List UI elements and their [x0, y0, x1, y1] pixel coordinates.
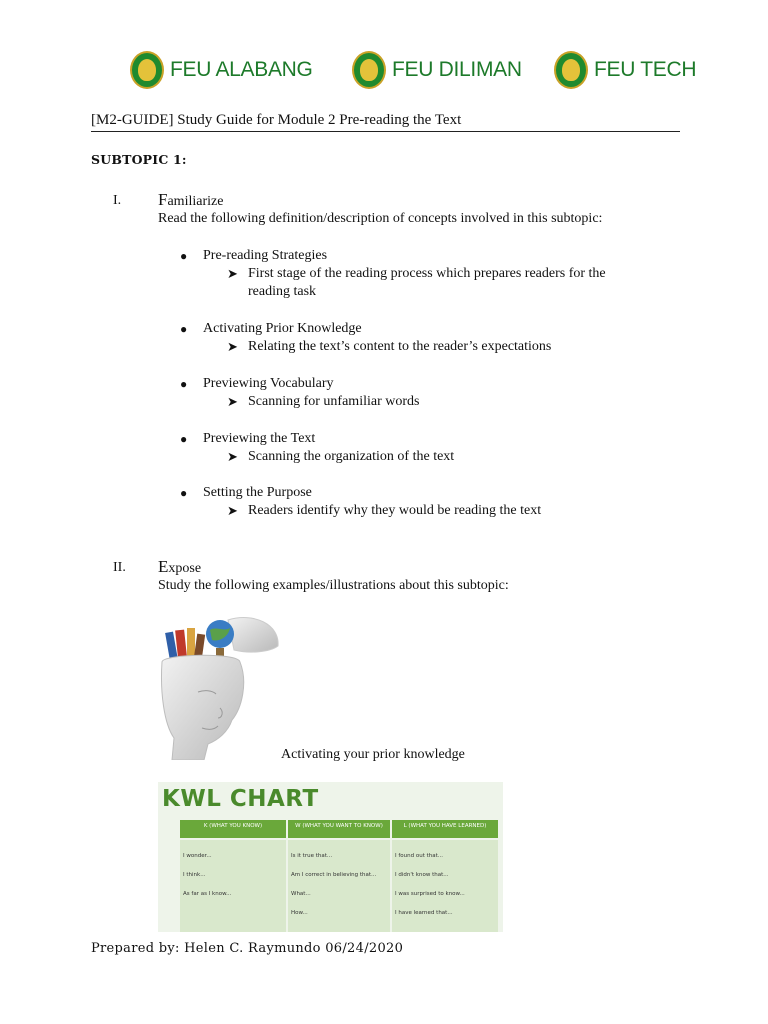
desc-pre-reading-strategies-1: First stage of the reading process which prepares readers for the [248, 266, 606, 281]
bullet-icon: ● [180, 432, 188, 446]
kwl-cell: I was surprised to know... [395, 891, 465, 897]
arrow-bullet-icon: ➤ [227, 266, 238, 281]
section-1-heading-rest: amiliarize [167, 194, 224, 209]
section-2-numeral: II. [113, 560, 126, 575]
section-2-heading [158, 557, 201, 577]
arrow-bullet-icon: ➤ [227, 394, 238, 409]
section-1-numeral: I. [113, 193, 122, 208]
illustration-caption: Activating your prior knowledge [281, 747, 465, 762]
section-1-intro: Read the following definition/description of concepts involved in this subtopic: [158, 211, 603, 226]
feu-seal-icon [130, 51, 164, 89]
prepared-by-footer: Prepared by: Helen C. Raymundo 06/24/2020 [91, 941, 404, 956]
bullet-icon: ● [180, 377, 188, 391]
arrow-bullet-icon: ➤ [227, 339, 238, 354]
kwl-cell: I have learned that... [395, 910, 453, 916]
kwl-cell: I wonder... [183, 853, 212, 859]
feu-tech-logo [554, 50, 696, 90]
kwl-cell: Is it true that... [291, 853, 333, 859]
kwl-header-k: K (WHAT YOU KNOW) [180, 820, 286, 838]
feu-seal-icon [352, 51, 386, 89]
kwl-cell: As far as I know... [183, 891, 232, 897]
logo-label: FEU TECH [594, 58, 697, 81]
document-title: [M2-GUIDE] Study Guide for Module 2 Pre-reading the Text [91, 112, 462, 128]
section-1-heading [158, 190, 223, 210]
term-pre-reading-strategies: Pre-reading Strategies [203, 248, 328, 263]
feu-seal-icon [554, 51, 588, 89]
feu-alabang-logo [130, 50, 313, 90]
section-2-intro: Study the following examples/illustrations about this subtopic: [158, 578, 509, 593]
kwl-chart [158, 782, 503, 932]
kwl-cell: Am I correct in believing that... [291, 872, 377, 878]
arrow-bullet-icon: ➤ [227, 449, 238, 464]
title-divider [91, 131, 680, 132]
head-with-books-illustration [158, 612, 282, 760]
kwl-cell: What... [291, 891, 311, 897]
bullet-icon: ● [180, 322, 188, 336]
desc-previewing-the-text: Scanning the organization of the text [248, 449, 455, 464]
section-1-initial: F [158, 190, 168, 209]
kwl-cell: I think... [183, 872, 206, 878]
bullet-icon: ● [180, 249, 188, 263]
desc-pre-reading-strategies-2: reading task [248, 284, 317, 299]
desc-activating-prior-knowledge: Relating the text’s content to the reader’s expectations [248, 339, 552, 354]
subtopic-heading: SUBTOPIC 1: [91, 152, 187, 167]
section-2-heading-rest: xpose [168, 561, 202, 576]
kwl-cell: I found out that... [395, 853, 444, 859]
term-previewing-the-text: Previewing the Text [203, 431, 316, 446]
kwl-chart-title: KWL CHART [162, 786, 319, 812]
desc-previewing-vocabulary: Scanning for unfamiliar words [248, 394, 420, 409]
desc-setting-the-purpose: Readers identify why they would be reading the text [248, 503, 542, 518]
arrow-bullet-icon: ➤ [227, 503, 238, 518]
logo-label: FEU DILIMAN [392, 58, 522, 81]
bullet-icon: ● [180, 486, 188, 500]
term-previewing-vocabulary: Previewing Vocabulary [203, 376, 334, 391]
feu-diliman-logo [352, 50, 522, 90]
term-activating-prior-knowledge: Activating Prior Knowledge [203, 321, 362, 336]
kwl-cell: How... [291, 910, 308, 916]
kwl-header-l: L (WHAT YOU HAVE LEARNED) [392, 820, 498, 838]
kwl-cell: I didn't know that... [395, 872, 449, 878]
section-2-initial: E [158, 557, 169, 576]
logo-label: FEU ALABANG [170, 58, 313, 81]
kwl-header-w: W (WHAT YOU WANT TO KNOW) [288, 820, 390, 838]
term-setting-the-purpose: Setting the Purpose [203, 485, 312, 500]
